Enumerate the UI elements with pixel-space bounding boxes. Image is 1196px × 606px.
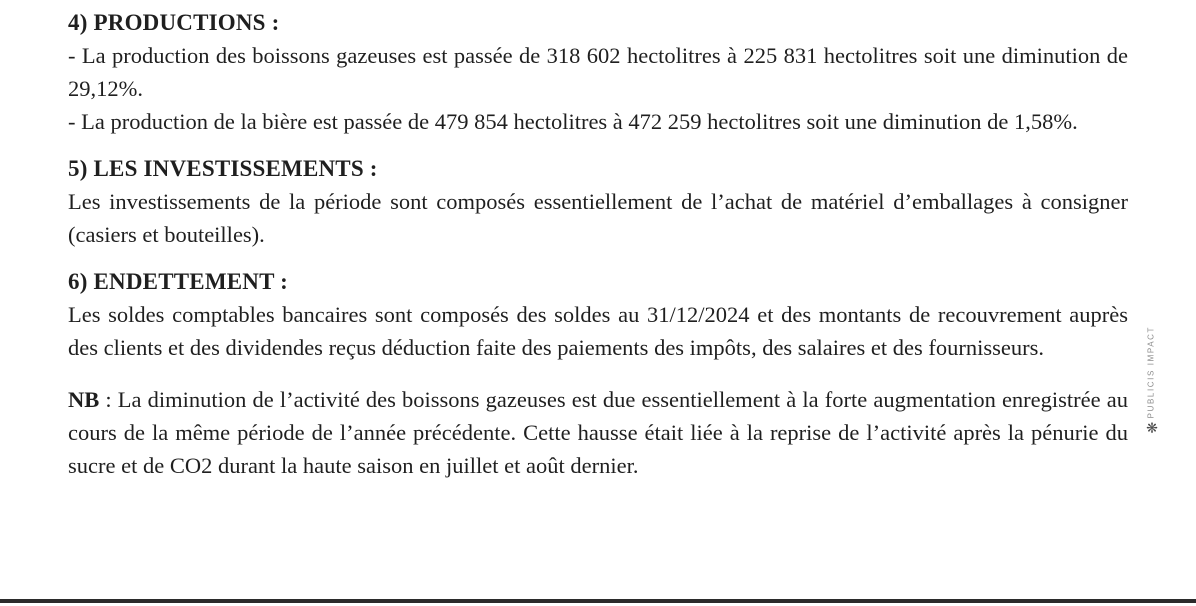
section-heading-endettement: 6) ENDETTEMENT : xyxy=(68,269,289,294)
paragraph-endettement: Les soldes comptables bancaires sont composés des soldes au 31/12/2024 et des montants de recouvrement auprès des clients et des dividendes reçus déduction faite des paiements des impôts, des salaires et des fournisseurs. xyxy=(68,302,1128,360)
section-productions xyxy=(68,6,1128,138)
note-paragraph xyxy=(68,383,1128,482)
agency-credit-text: PUBLICIS IMPACT xyxy=(1146,326,1156,419)
section-heading-productions: 4) PRODUCTIONS : xyxy=(68,10,280,35)
document-body xyxy=(68,6,1128,482)
paragraph-biere: - La production de la bière est passée de 479 854 hectolitres à 472 259 hectolitres soit une diminution de 1,58%. xyxy=(68,109,1078,134)
section-investissements xyxy=(68,152,1128,251)
note-label: NB xyxy=(68,387,100,412)
bottom-rule xyxy=(0,599,1196,603)
agency-credit xyxy=(1144,326,1158,439)
section-heading-investissements: 5) LES INVESTISSEMENTS : xyxy=(68,156,378,181)
note-text: : La diminution de l’activité des boissons gazeuses est due essentiellement à la forte augmentation enregistrée au cours de la même période de l’année précédente. Cette hausse était liée à la reprise de l’activité après la pénurie du sucre et de CO2 durant la haute saison en juillet et août dernier. xyxy=(68,387,1128,478)
publicis-star-icon: ❋ xyxy=(1143,418,1159,435)
section-endettement xyxy=(68,265,1128,364)
paragraph-gazeuses: - La production des boissons gazeuses est passée de 318 602 hectolitres à 225 831 hectolitres soit une diminution de 29,12%. xyxy=(68,43,1128,101)
paragraph-investissements: Les investissements de la période sont composés essentiellement de l’achat de matériel d’emballages à consigner (casiers et bouteilles). xyxy=(68,189,1128,247)
